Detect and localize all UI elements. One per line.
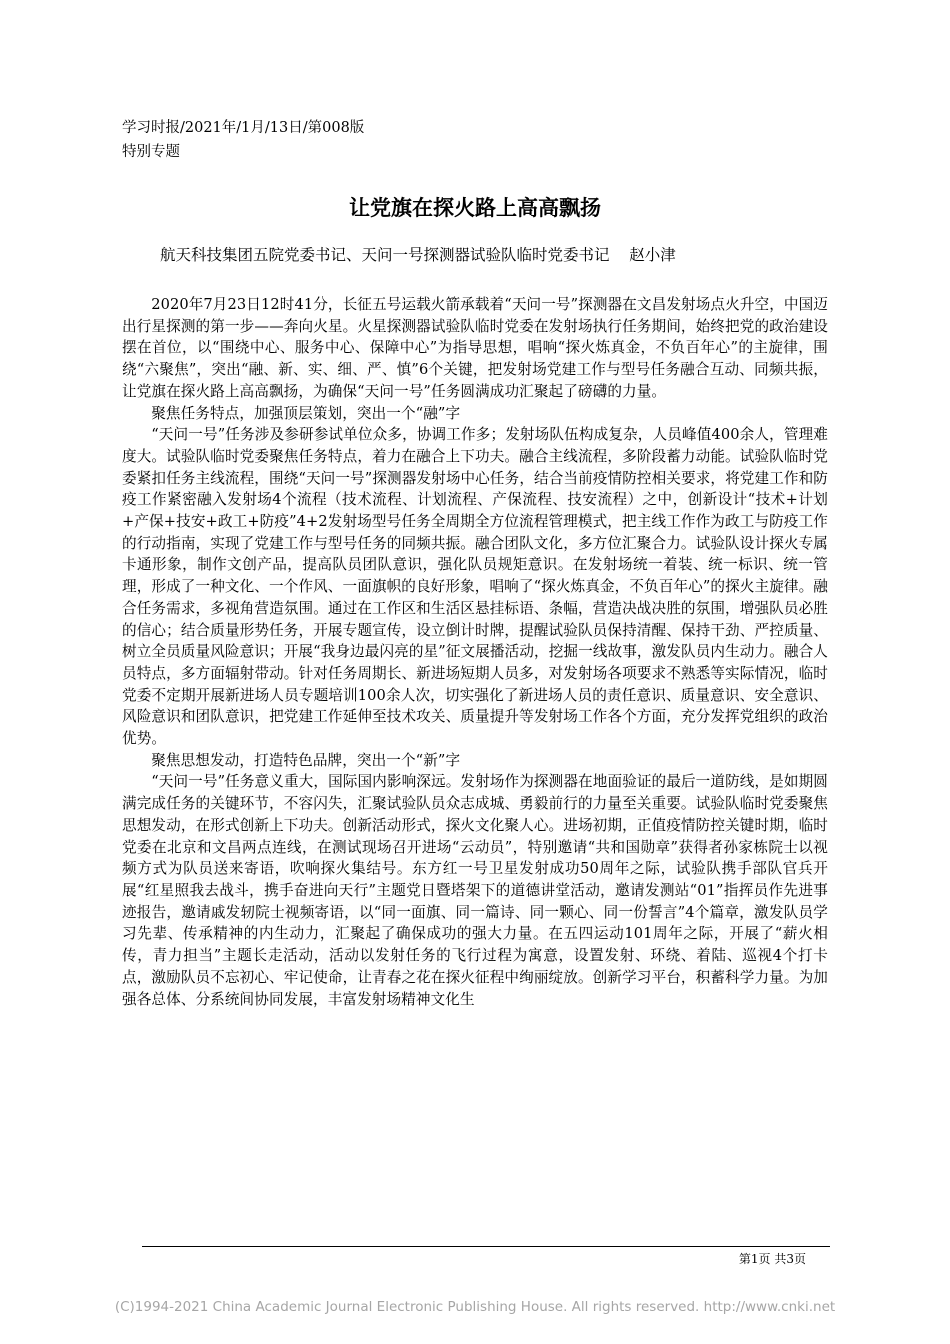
article-body	[122, 294, 828, 1010]
copyright-notice: (C)1994-2021 China Academic Journal Electronic Publishing House. All rights reserved. http://www.cnki.net	[114, 1299, 836, 1315]
paragraph: “天问一号”任务意义重大，国际国内影响深远。发射场作为探测器在地面验证的最后一道防线，是如期圆满完成任务的关键环节，不容闪失，汇聚试验队员众志成城、勇毅前行的力量至关重要。试验队临时党委聚焦思想发动，在形式创新上下功夫。创新活动形式，探火文化聚人心。进场初期，正值疫情防控关键时期，临时党委在北京和文昌两点连线，在测试现场召开进场“云动员”，特别邀请“共和国勋章”获得者孙家栋院士以视频方式为队员送来寄语，吹响探火集结号。东方红一号卫星发射成功50周年之际，试验队携手部队官兵开展“红星照我去战斗，携手奋进向天行”主题党日暨塔架下的道德讲堂活动，邀请发测站“01”指挥员作先进事迹报告，邀请戚发轫院士视频寄语，以“同一面旗、同一篇诗、同一颗心、同一份誓言”4个篇章，激发队员学习先辈、传承精神的内生动力，汇聚起了确保成功的强大力量。在五四运动101周年之际，开展了“薪火相传，青力担当”主题长走活动，活动以发射任务的飞行过程为寓意，设置发射、环绕、着陆、巡视4个打卡点，激励队员不忘初心、牢记使命，让青春之花在探火征程中绚丽绽放。创新学习平台，积蓄科学力量。为加强各总体、分系统间协同发展，丰富发射场精神文化生	[122, 773, 828, 1008]
section-heading: 聚焦任务特点，加强顶层策划，突出一个“融”字	[151, 404, 461, 422]
article-author: 航天科技集团五院党委书记、天问一号探测器试验队临时党委书记 赵小津	[160, 246, 676, 264]
paragraph: 2020年7月23日12时41分，长征五号运载火箭承载着“天问一号”探测器在文昌发射场点火升空，中国迈出行星探测的第一步——奔向火星。火星探测器试验队临时党委在发射场执行任务期间，始终把党的政治建设摆在首位，以“围绕中心、服务中心、保障中心”为指导思想，唱响“探火炼真金，不负百年心”的主旋律，围绕“六聚焦”，突出“融、新、实、细、严、慎”6个关键，把发射场党建工作与型号任务融合互动、同频共振，让党旗在探火路上高高飘扬，为确保“天问一号”任务圆满成功汇聚起了磅礴的力量。	[122, 296, 828, 400]
source-line: 学习时报/2021年/1月/13日/第008版	[122, 120, 365, 136]
paragraph: “天问一号”任务涉及参研参试单位众多，协调工作多；发射场队伍构成复杂，人员峰值400余人，管理难度大。试验队临时党委聚焦任务特点，着力在融合上下功夫。融合主线流程，多阶段蓄力动能。试验队临时党委紧扣任务主线流程，围绕“天问一号”探测器发射场中心任务，结合当前疫情防控相关要求，将党建工作和防疫工作紧密融入发射场4个流程（技术流程、计划流程、产保流程、技安流程）之中，创新设计“技术+计划+产保+技安+政工+防疫”4+2发射场型号任务全周期全方位流程管理模式，把主线工作作为政工与防疫工作的行动指南，实现了党建工作与型号任务的同频共振。融合团队文化，多方位汇聚合力。试验队设计探火专属卡通形象，制作文创产品，提高队员团队意识，强化队员规矩意识。在发射场统一着装、统一标识、统一管理，形成了一种文化、一个作风、一面旗帜的良好形象，唱响了“探火炼真金，不负百年心”的探火主旋律。融合任务需求，多视角营造氛围。通过在工作区和生活区悬挂标语、条幅，营造决战决胜的氛围，增强队员必胜的信心；结合质量形势任务，开展专题宣传，设立倒计时牌，提醒试验队员保持清醒、保持干劲、严控质量、树立全员质量风险意识；开展“我身边最闪亮的星”征文展播活动，挖掘一线故事，激发队员内生动力。融合人员特点，多方面辐射带动。针对任务周期长、新进场短期人员多，对发射场各项要求不熟悉等实际情况，临时党委不定期开展新进场人员专题培训100余人次，切实强化了新进场人员的责任意识、质量意识、安全意识、风险意识和团队意识，把党建工作延伸至技术攻关、质量提升等发射场工作各个方面，充分发挥党组织的政治优势。	[122, 426, 828, 748]
section-heading: 聚焦思想发动，打造特色品牌，突出一个“新”字	[151, 751, 461, 769]
column-name: 特别专题	[122, 144, 180, 160]
footer-divider	[142, 1246, 830, 1247]
page-number: 第1页 共3页	[738, 1252, 806, 1266]
article-title: 让党旗在探火路上高高飘扬	[349, 196, 601, 220]
